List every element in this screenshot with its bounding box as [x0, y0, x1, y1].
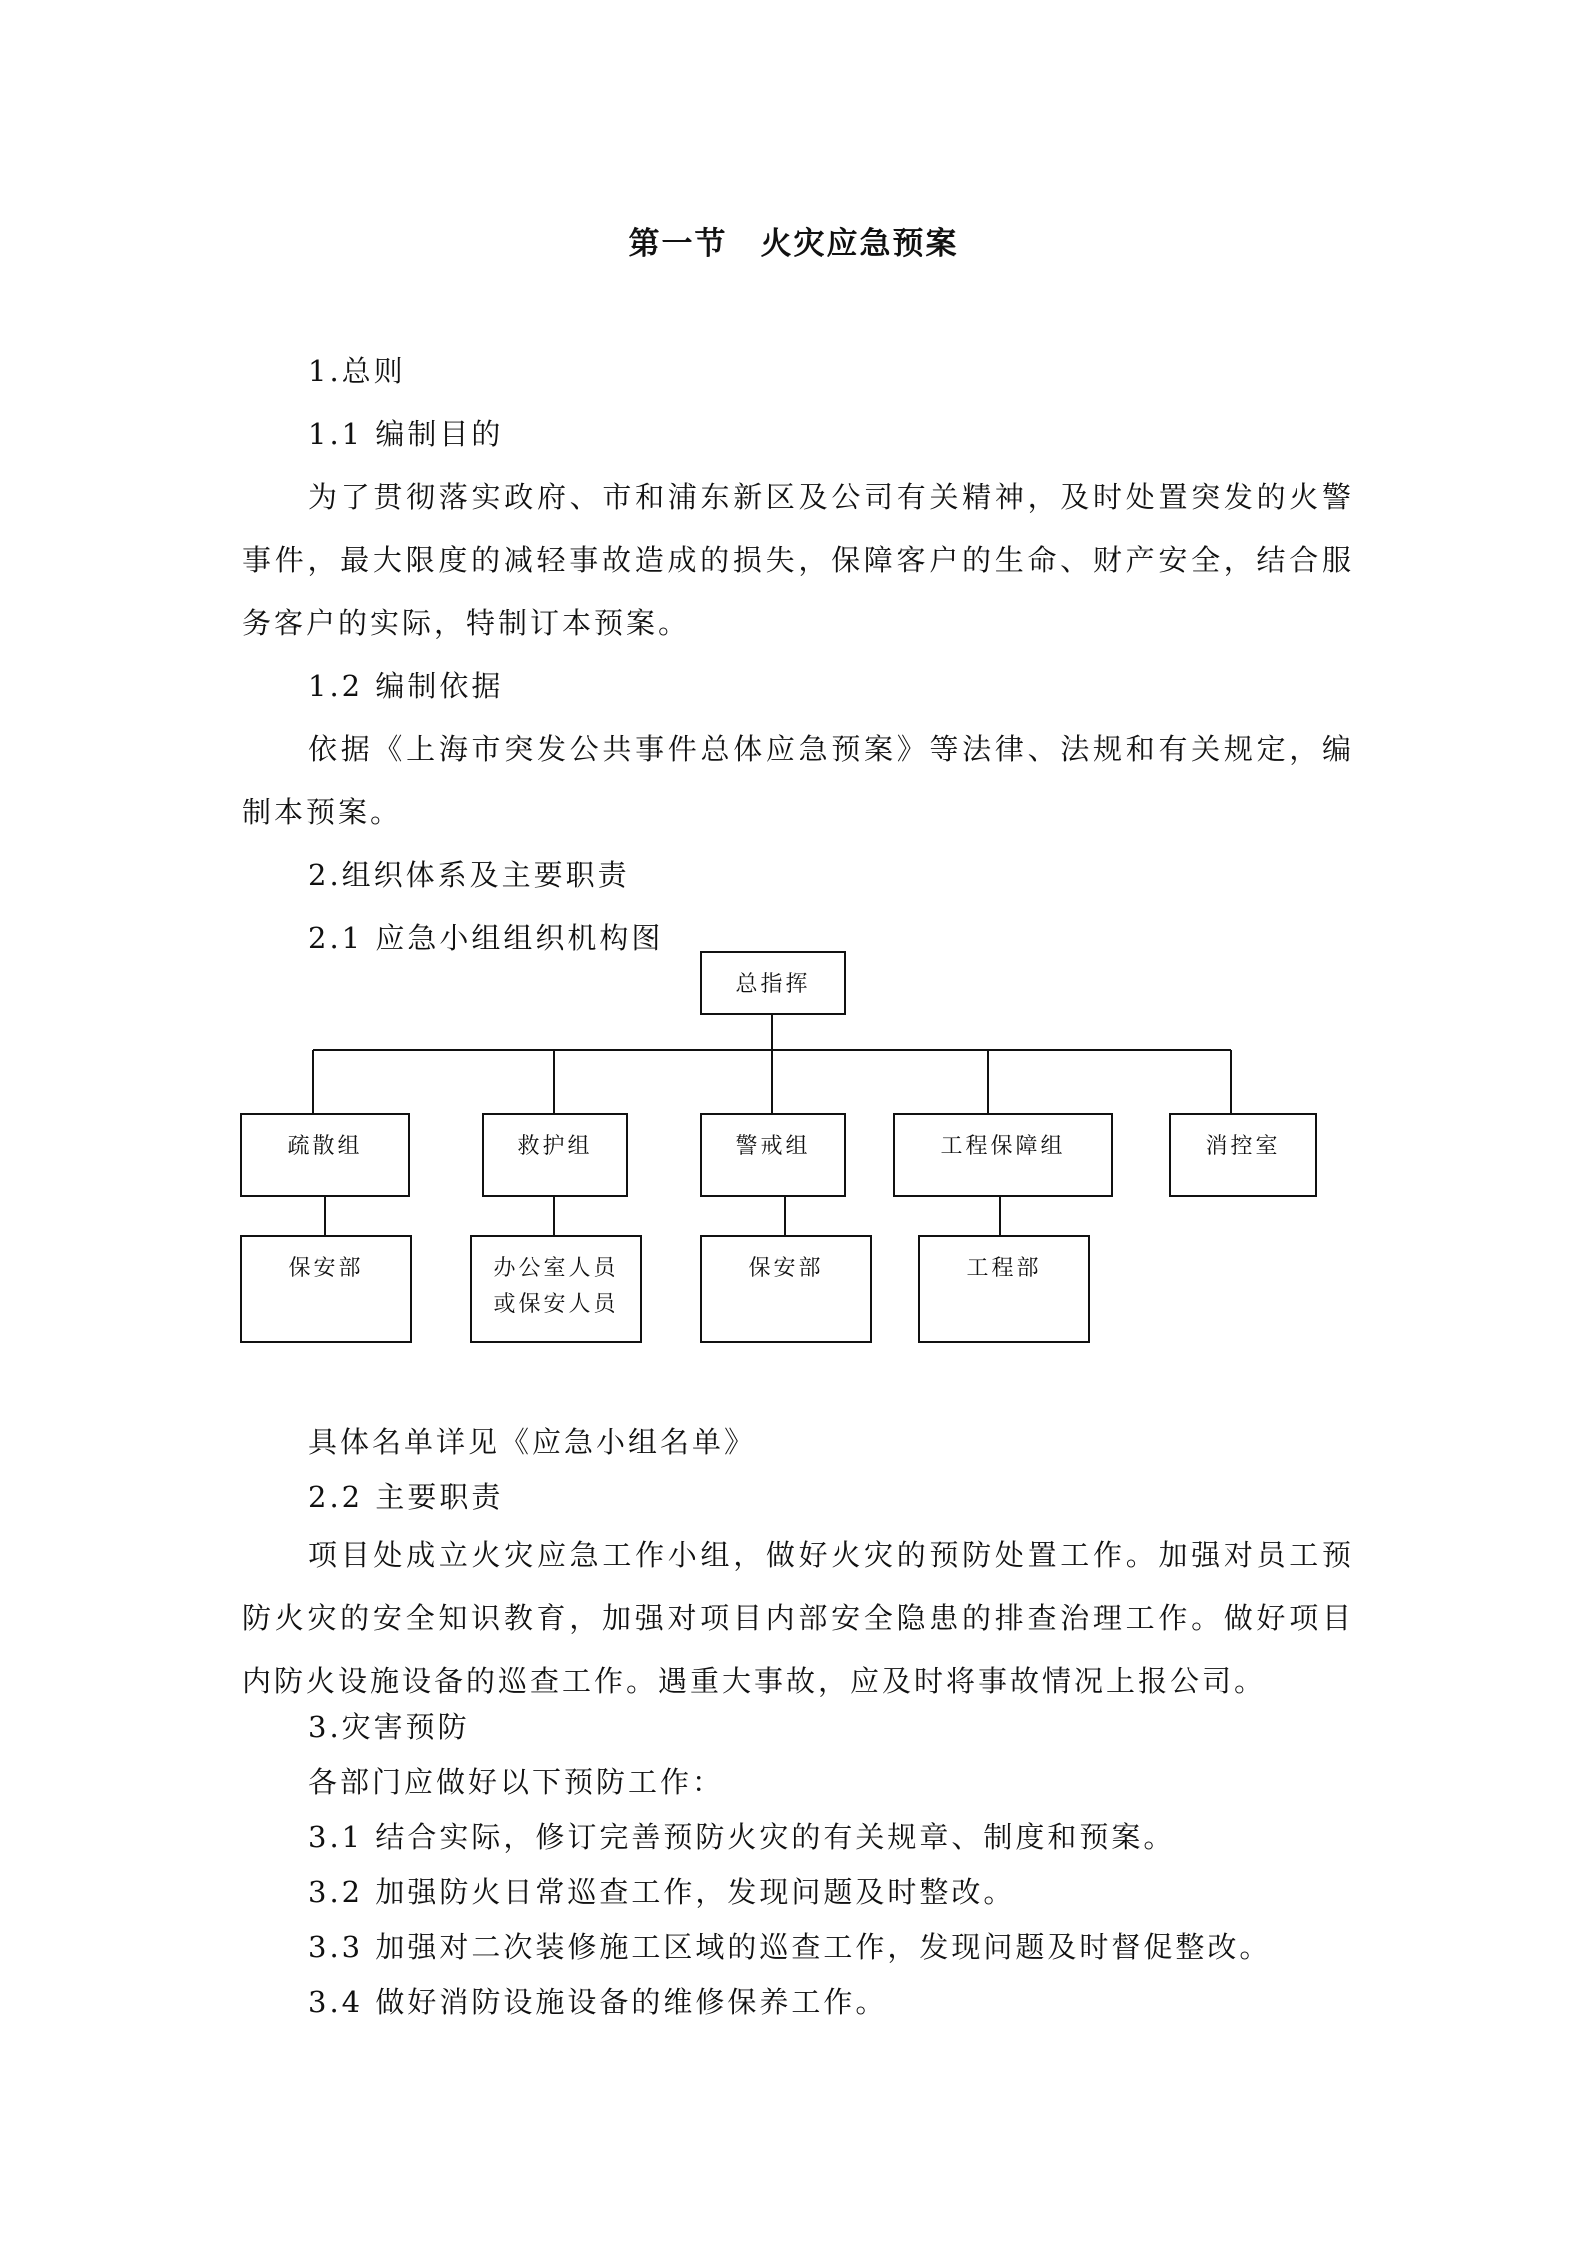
org-node-commander — [700, 951, 846, 1015]
org-node-commander-label: 总指挥 — [735, 972, 811, 997]
org-node-engineering-dept — [918, 1235, 1090, 1343]
item-prevention-4: 3.4 做好消防设施设备的维修保养工作。 — [308, 1985, 888, 2019]
org-node-control-room — [1169, 1113, 1317, 1197]
org-node-evacuation-security-label: 保安部 — [288, 1256, 364, 1281]
org-node-rescue-staff — [470, 1235, 642, 1343]
org-node-guard-label: 警戒组 — [735, 1134, 811, 1159]
org-node-engineering-dept-label: 工程部 — [966, 1256, 1042, 1281]
org-node-control-room-label: 消控室 — [1205, 1134, 1281, 1159]
org-node-guard-security — [700, 1235, 872, 1343]
heading-org-chart: 2.1 应急小组组织机构图 — [308, 921, 664, 955]
item-prevention-2: 3.2 加强防火日常巡查工作，发现问题及时整改。 — [308, 1875, 1016, 1909]
paragraph-basis: 依据《上海市突发公共事件总体应急预案》等法律、法规和有关规定，编制本预案。 — [242, 732, 1354, 829]
org-node-evacuation-label: 疏散组 — [287, 1134, 363, 1159]
org-node-rescue-staff-line1: 办公室人员 — [493, 1256, 619, 1281]
heading-organization: 2.组织体系及主要职责 — [308, 858, 630, 892]
org-node-rescue — [482, 1113, 628, 1197]
org-node-engineering-label: 工程保障组 — [940, 1134, 1066, 1159]
page-title: 第一节 火灾应急预案 — [628, 226, 959, 262]
item-prevention-1: 3.1 结合实际，修订完善预防火灾的有关规章、制度和预案。 — [308, 1820, 1176, 1854]
heading-responsibilities: 2.2 主要职责 — [308, 1480, 504, 1514]
heading-purpose: 1.1 编制目的 — [308, 417, 504, 451]
heading-prevention: 3.灾害预防 — [308, 1710, 470, 1744]
org-node-engineering — [893, 1113, 1113, 1197]
paragraph-prevention-intro: 各部门应做好以下预防工作： — [308, 1765, 725, 1799]
org-node-evacuation-security — [240, 1235, 412, 1343]
heading-basis: 1.2 编制依据 — [308, 669, 504, 703]
item-prevention-3: 3.3 加强对二次装修施工区域的巡查工作，发现问题及时督促整改。 — [308, 1930, 1272, 1964]
org-node-rescue-label: 救护组 — [517, 1134, 593, 1159]
paragraph-responsibilities: 项目处成立火灾应急工作小组，做好火灾的预防处置工作。加强对员工预防火灾的安全知识教育，加强对项目内部安全隐患的排查治理工作。做好项目内防火设施设备的巡查工作。遇重大事故，应及时将事故情况上报公司。 — [242, 1538, 1354, 1698]
org-node-guard-security-label: 保安部 — [748, 1256, 824, 1281]
paragraph-purpose: 为了贯彻落实政府、市和浦东新区及公司有关精神，及时处置突发的火警事件，最大限度的减轻事故造成的损失，保障客户的生命、财产安全，结合服务客户的实际，特制订本预案。 — [242, 480, 1354, 640]
org-node-evacuation — [240, 1113, 410, 1197]
heading-general: 1.总则 — [308, 354, 406, 388]
org-node-guard — [700, 1113, 846, 1197]
org-node-rescue-staff-line2: 或保安人员 — [493, 1292, 619, 1317]
paragraph-roster-note: 具体名单详见《应急小组名单》 — [308, 1425, 757, 1459]
